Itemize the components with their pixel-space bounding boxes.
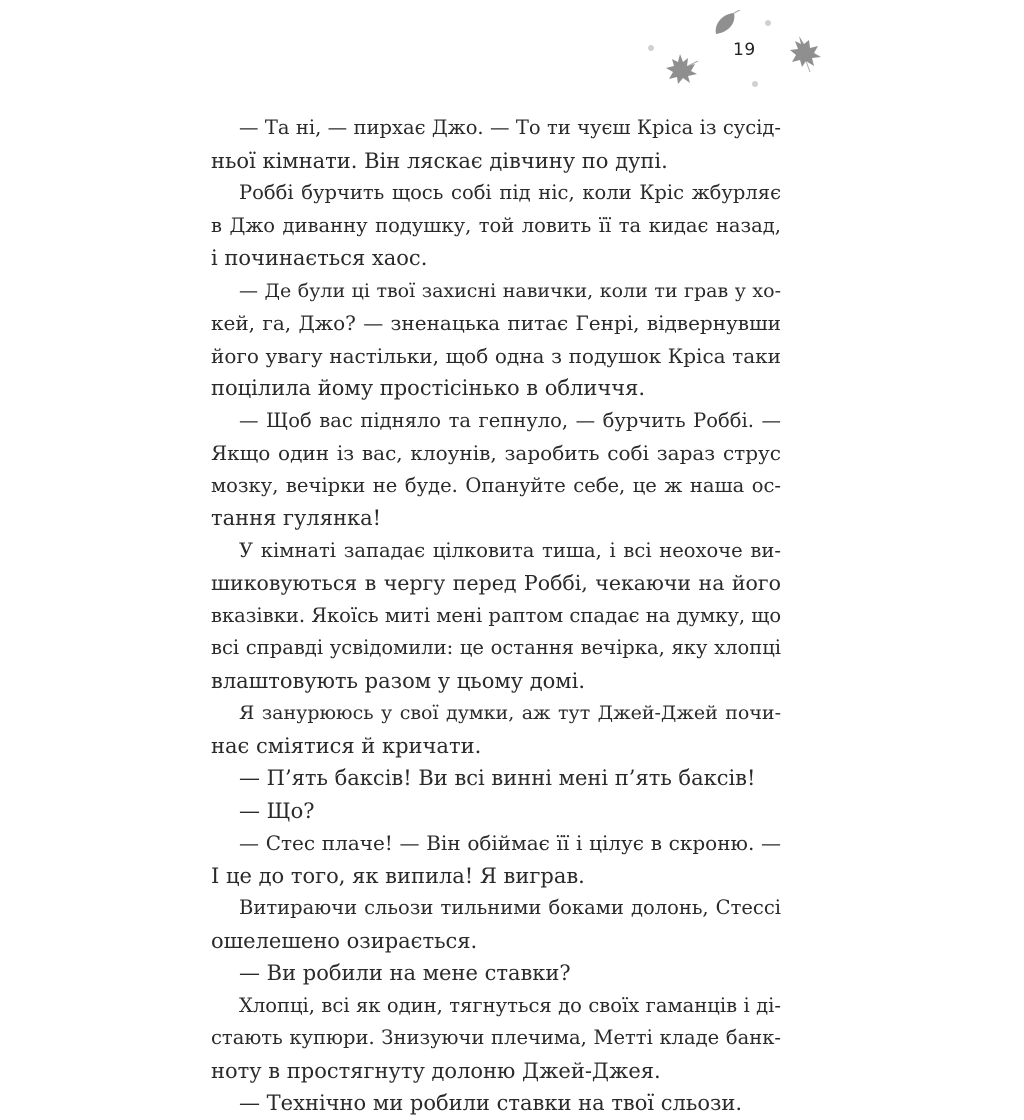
dot-decoration <box>648 45 654 51</box>
text-line: тання гулянка! <box>211 506 382 530</box>
text-line: вказівки. Якоїсь миті мені раптом спадає на думку, що <box>211 603 782 627</box>
dot-decoration <box>765 20 771 26</box>
maple-leaf-icon <box>664 52 704 86</box>
text-line: влаштовують разом у цьому домі. <box>211 668 586 693</box>
text-line: в Джо диванну подушку, той ловить її та кидає назад, <box>211 213 781 237</box>
text-line: ошелешено озирається. <box>211 928 478 953</box>
text-line: стають купюри. Знизуючи плечима, Метті кладе банк- <box>211 1026 781 1049</box>
leaf-icon <box>712 10 748 36</box>
text-line: — Де були ці твої захисні навички, коли ти грав у хо- <box>239 279 781 302</box>
maple-leaf-icon <box>788 34 824 74</box>
text-line: Якщо один із вас, клоунів, заробить собі зараз струс <box>211 441 781 465</box>
text-line: Хлопці, всі як один, тягнуться до своїх гаманців і ді- <box>239 993 781 1017</box>
text-line: — Та ні, — пирхає Джо. — То ти чуєш Кріса із сусід- <box>239 116 781 139</box>
page-number: 19 <box>733 40 756 60</box>
dot-decoration <box>752 81 758 87</box>
text-line: — Ви робили на мене ставки? <box>239 961 571 985</box>
text-line: Я занурююсь у свої думки, аж тут Джей-Джей почи- <box>239 702 781 724</box>
text-line: і починається хаос. <box>211 246 428 270</box>
text-line: — П’ять баксів! Ви всі винні мені п’ять баксів! <box>239 766 756 790</box>
body-text <box>211 112 781 1120</box>
text-line: його увагу настільки, щоб одна з подушок Кріса таки <box>211 343 781 368</box>
text-line: І це до того, як випила! Я виграв. <box>211 863 585 888</box>
text-line: всі справді усвідомили: це остання вечірка, яку хлопці <box>211 636 781 659</box>
text-line: — Технічно ми робили ставки на твої сльози. <box>239 1091 743 1115</box>
text-line: Роббі бурчить щось собі під ніс, коли Кріс жбурляє <box>239 181 781 204</box>
text-line: — Що? <box>239 798 315 823</box>
text-line: ноту в простягнуту долоню Джей-Джея. <box>211 1058 661 1083</box>
text-line: — Щоб вас підняло та гепнуло, — бурчить Роббі. — <box>239 408 781 432</box>
text-line: поцілила йому простісінько в обличчя. <box>211 376 646 400</box>
text-line: шиковуються в чергу перед Роббі, чекаючи на його <box>211 571 781 595</box>
text-line: кей, га, Джо? — зненацька питає Генрі, відвернувши <box>211 311 781 335</box>
text-line: Витираючи сльози тильними боками долонь, Стессі <box>239 896 781 919</box>
text-line: У кімнаті западає цілковита тиша, і всі неохоче ви- <box>239 538 781 562</box>
text-line: нає сміятися й кричати. <box>211 733 482 758</box>
text-line: — Стес плаче! — Він обіймає її і цілує в скроню. — <box>239 831 781 855</box>
text-line: мозку, вечірки не буде. Опануйте себе, це ж наша ос- <box>211 473 781 497</box>
text-line: ньої кімнати. Він ляскає дівчину по дупі. <box>211 148 668 173</box>
